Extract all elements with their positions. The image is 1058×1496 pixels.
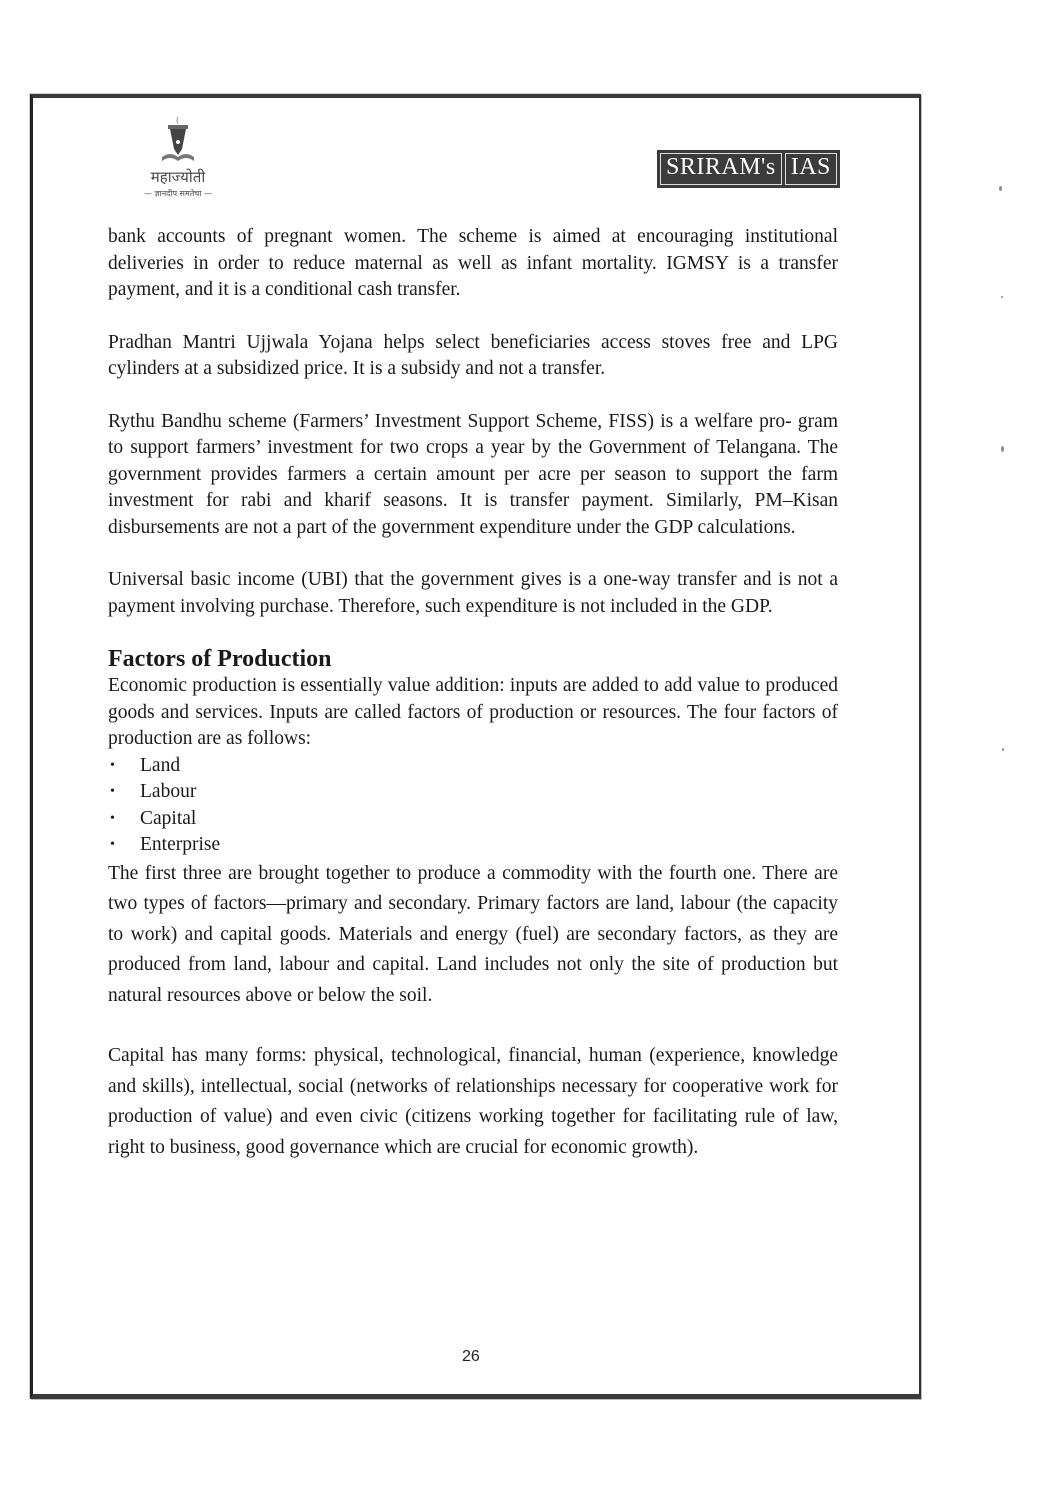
mahajyoti-logo — [108, 115, 248, 199]
pen-nib-book-icon — [158, 115, 198, 165]
paragraph-ubi: Universal basic income (UBI) that the government gives is a one-way transfer and is not a payment involving purchase. Therefore, such expenditure is not included in the GDP. — [108, 569, 838, 617]
paragraph-capital-forms: Capital has many forms: physical, technological, financial, human (experience, knowledge and skills), intellectual, social (networks of relationships necessary for cooperative work for production of value) and even civic (citizens working together for facilitating rule of law, right to business, good governance which are crucial for economic growth). — [108, 1045, 838, 1158]
page-number: 26 — [462, 1348, 480, 1365]
logo-tagline: — ज्ञानदीप समतेचा — — [143, 189, 213, 198]
paragraph-intro: Economic production is essentially value addition: inputs are added to add value to produced goods and services. Inputs are called factors of production or resources. The four factors of production are as follows: — [108, 675, 838, 749]
section-heading: Factors of Production — [108, 646, 332, 672]
list-item: • Enterprise — [110, 834, 221, 855]
factors-list — [108, 753, 838, 859]
list-item: • Land — [110, 754, 181, 776]
page-content — [108, 224, 838, 1163]
scan-speck — [1002, 748, 1004, 751]
scan-speck — [999, 186, 1002, 191]
paragraph-factor-types: The first three are brought together to produce a commodity with the fourth one. There are two types of factors—primary and secondary. Primary factors are land, labour (the capacity to work) and capital goods. Materials and energy (fuel) are secondary factors, as they are produced from land, labour and capital. Land includes not only the site of production but natural resources above or below the soil. — [108, 862, 838, 1006]
paragraph-rythu-bandhu: Rythu Bandhu scheme (Farmers’ Investment Support Scheme, FISS) is a welfare pro- gram to support farmers’ investment for two crops a year by the Government of Telangana. The government provides farmers a certain amount per acre per season to support the farm investment for rabi and kharif seasons. It is transfer payment. Similarly, PM–Kisan disbursements are not a part of the government expenditure under the GDP calculations. — [108, 410, 838, 538]
paragraph-ujjwala: Pradhan Mantri Ujjwala Yojana helps select beneficiaries access stoves free and LPG cylinders at a subsidized price. It is a subsidy and not a transfer. — [108, 331, 838, 379]
scan-speck — [1001, 446, 1004, 452]
list-item: • Labour — [110, 781, 197, 802]
list-item: • Capital — [110, 807, 197, 829]
brand-part-2: IAS — [785, 153, 837, 185]
brand-part-1: SRIRAM's — [660, 153, 782, 185]
logo-name: महाज्योती — [150, 168, 206, 186]
paragraph-igmsy: bank accounts of pregnant women. The scheme is aimed at encouraging institutional deliveries in order to reduce maternal as well as infant mortality. IGMSY is a transfer payment, and it is a conditional cash transfer. — [108, 226, 838, 300]
scan-speck — [1001, 296, 1003, 298]
sriram-ias-brand — [657, 150, 840, 188]
